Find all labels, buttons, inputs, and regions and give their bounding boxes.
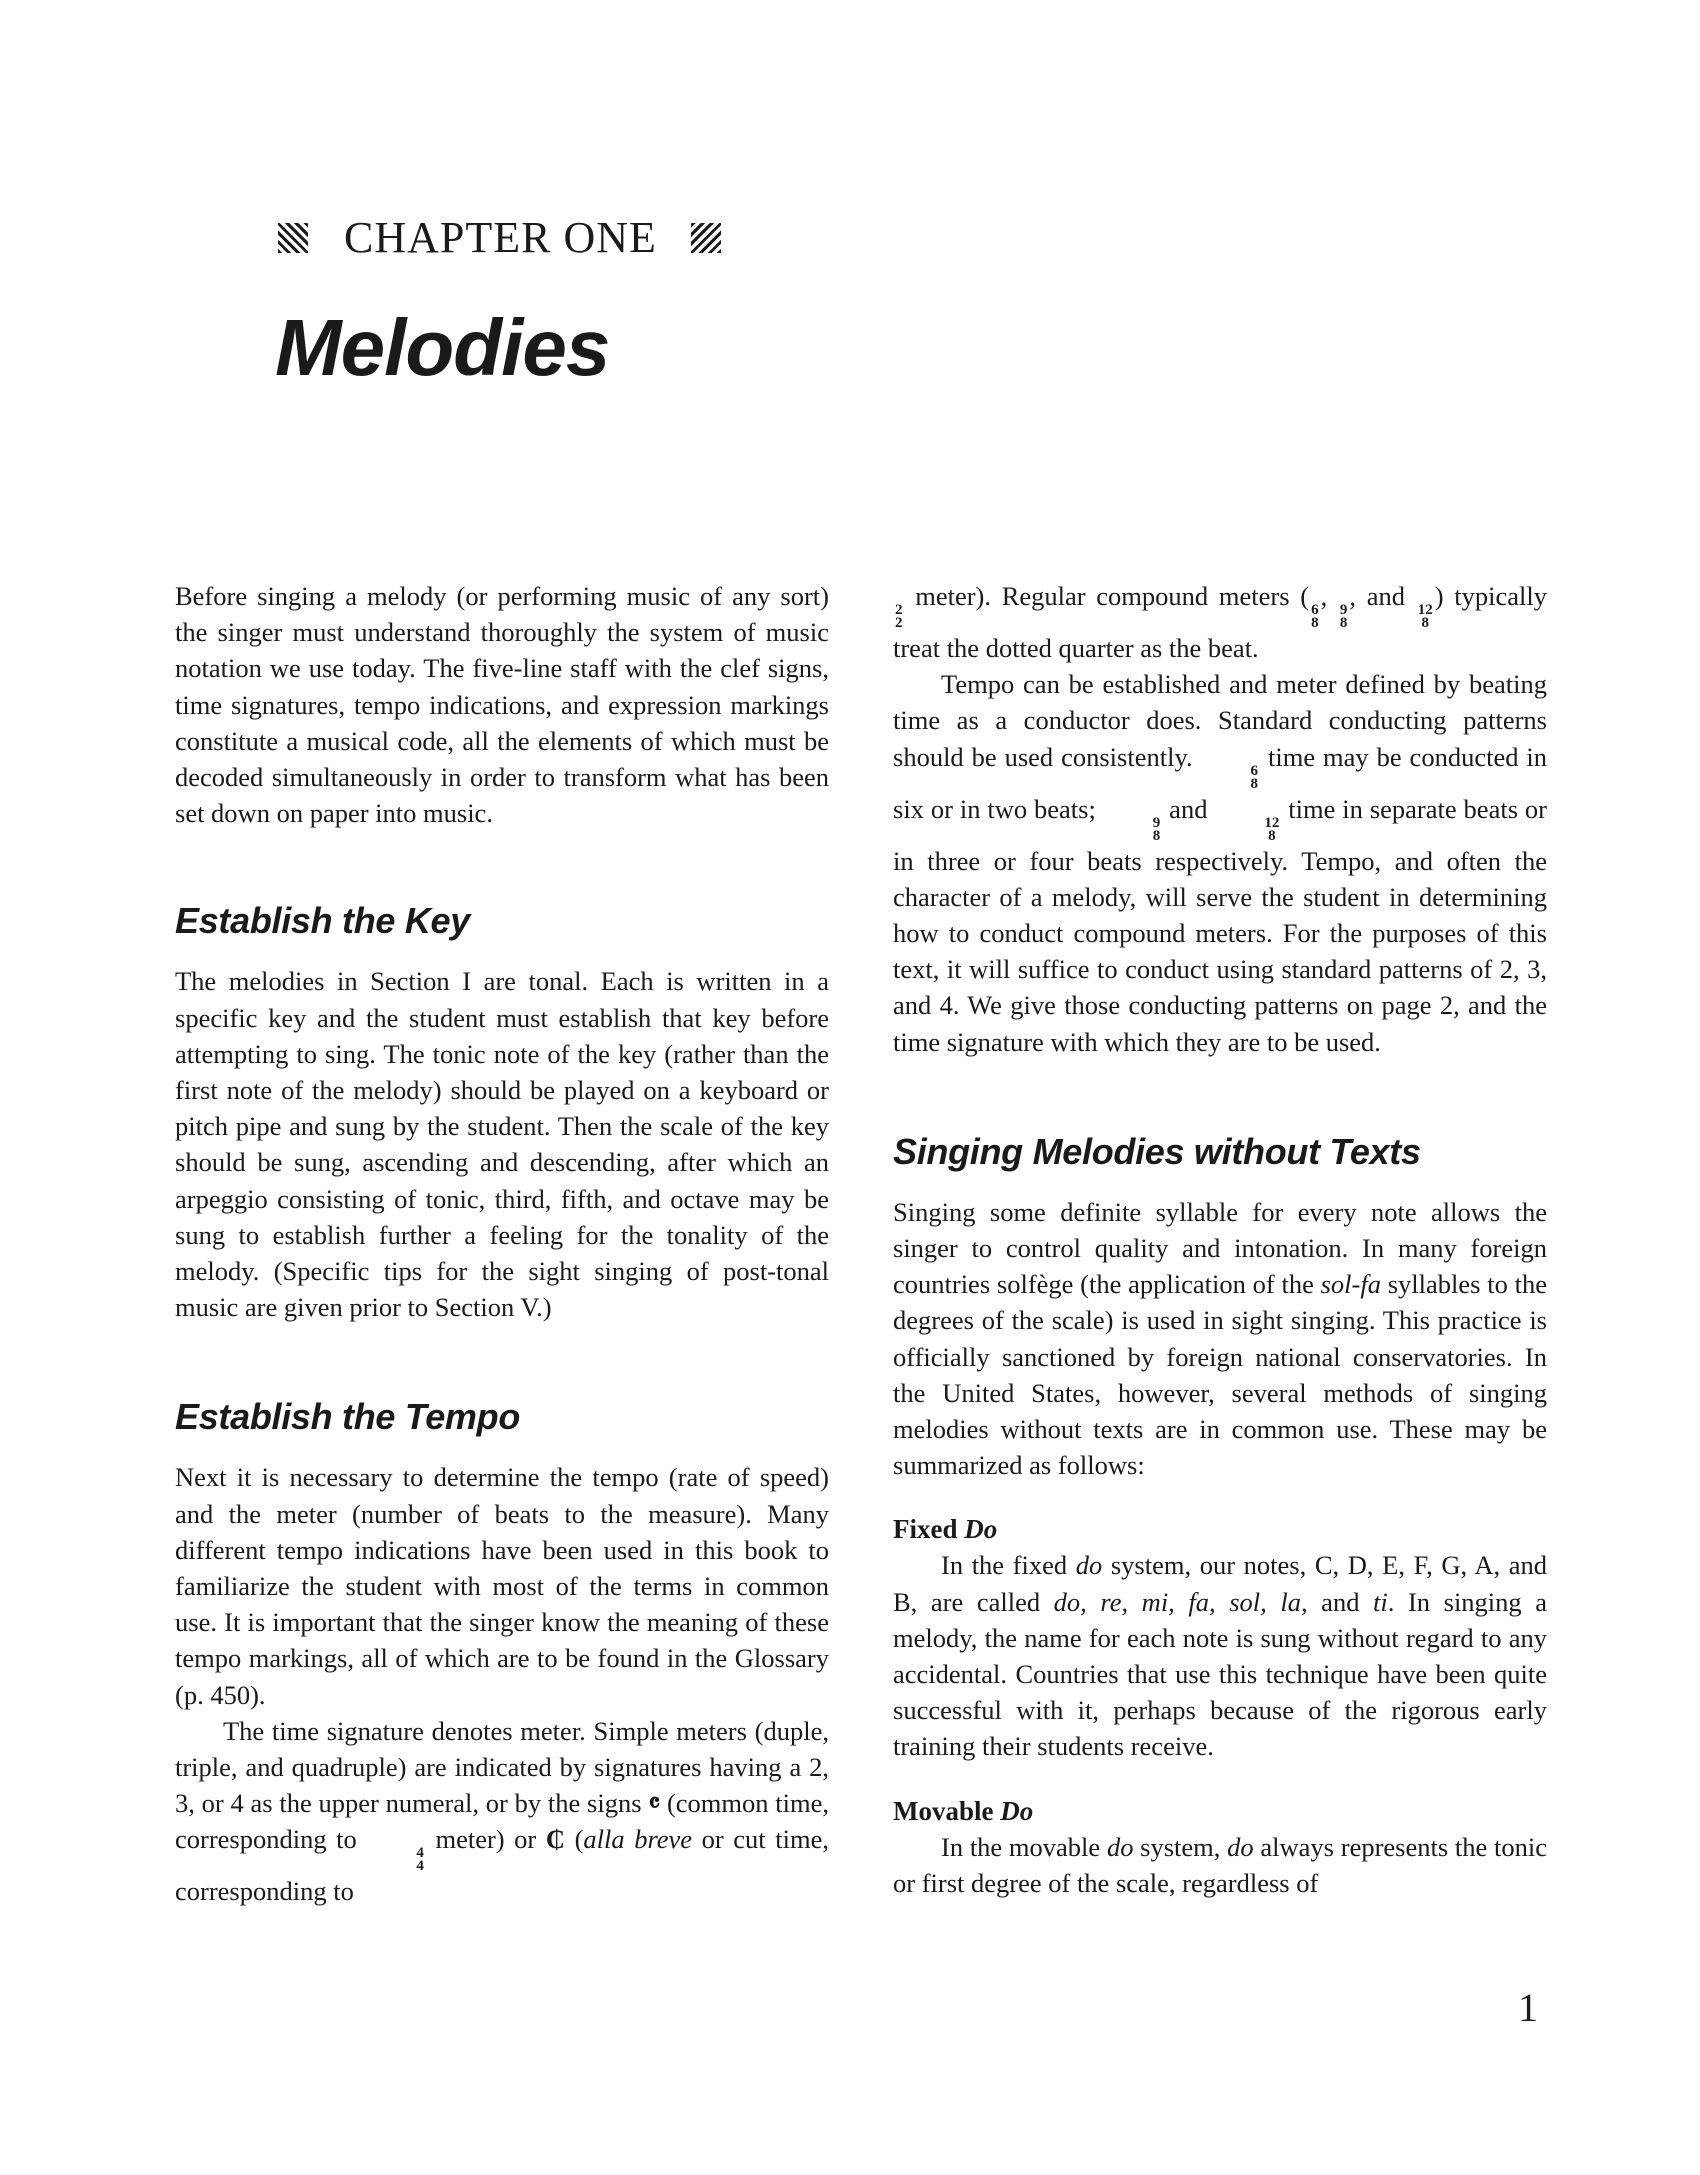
meter-continuation-paragraph: 2 2 meter). Regular compound meters ( 6 8 , 9 8 , and 12 8 ) typically treat the dotted quarter as the beat. [893, 581, 1548, 663]
right-column [893, 578, 1547, 1901]
time-signature-4-4: 4 4 [416, 1845, 424, 1875]
chapter-title: Melodies [275, 303, 610, 392]
intro-paragraph: Before singing a melody (or performing music of any sort) the singer must understand thoroughly the system of music notation we use today. The five-line staff with the clef signs, time signatures, tempo indications, and expression markings constitute a musical code, all the elements of which must be decoded simultaneously in order to transform what has been set down on paper into music. [175, 581, 829, 829]
time-signature-6-8: 6 8 [1311, 602, 1319, 631]
subheading-fixed-do: Fixed Do [893, 1514, 998, 1545]
establish-tempo-paragraph-1: Next it is necessary to determine the tempo (rate of speed) and the meter (number of beats to the measure). Many different tempo indications have been used in this book to familiarize the student with most of the terms in common use. It is important that the singer know the meaning of these tempo markings, all of which are to be found in the Glossary (p. 450). [175, 1462, 829, 1710]
chapter-label-text: CHAPTER ONE [344, 213, 657, 262]
establish-tempo-paragraph-2: The time signature denotes meter. Simple meters (duple, triple, and quadruple) are indicated by signatures having a 2, 3, or 4 as the upper numeral, or by the signs 𝄴 (common time, corresponding to 4 4 meter) or ₵ (alla breve or cut time, corresponding to [175, 1715, 829, 1907]
establish-key-paragraph: The melodies in Section I are tonal. Each is written in a specific key and the student must establish that key before attempting to sing. The tonic note of the key (rather than the first note of the melody) should be played on a keyboard or pitch pipe and sung by the student. Then the scale of the key should be sung, ascending and descending, after which an arpeggio consisting of tonic, third, fifth, and octave may be sung to establish further a feeling for the tonality of the melody. (Specific tips for the sight singing of post-tonal music are given prior to Section V.) [175, 966, 829, 1323]
singing-melodies-paragraph: Singing some definite syllable for every note allows the singer to control quality and intonation. In many foreign countries solfège (the application of the sol-fa syllables to the degrees of the scale) is used in sight singing. This practice is officially sanctioned by foreign national conservatories. In the United States, however, several methods of singing melodies without texts are in common use. These may be summarized as follows: [893, 1196, 1547, 1481]
conducting-paragraph: Tempo can be established and meter defined by beating time as a conductor does. Standard conducting patterns should be used consistently. 6 8 time may be conducted in six or in two beats; 9 8 and 12 8 time in separate beats or in three or four beats respectively. Tempo, and often the character of a melody, will serve the student in determining how to conduct compound meters. For the purposes of this text, it will suffice to conduct using standard patterns of 2, 3, and 4. We give those conducting patterns on page 2, and the time signature with which they are to be used. [893, 669, 1548, 1057]
time-signature-12-8: 12 8 [1417, 602, 1433, 631]
page-number: 1 [1518, 1985, 1538, 2030]
time-signature-9-8: 9 8 [1152, 814, 1161, 844]
movable-do-paragraph: In the movable do system, do always represents the tonic or first degree of the scale, regardless of [893, 1831, 1548, 1898]
section-heading-singing-melodies: Singing Melodies without Texts [893, 1130, 1421, 1172]
subheading-movable-do: Movable Do [893, 1795, 1034, 1826]
section-heading-establish-tempo: Establish the Tempo [175, 1396, 521, 1438]
time-signature-12-8: 12 8 [1264, 814, 1280, 844]
time-signature-9-8: 9 8 [1339, 602, 1348, 631]
hatched-square-icon [691, 223, 721, 253]
section-heading-establish-key: Establish the Key [175, 900, 470, 942]
chapter-label [278, 212, 721, 263]
time-signature-6-8: 6 8 [1250, 762, 1259, 792]
sol-fa-term: sol-fa [1320, 1269, 1381, 1300]
hatched-square-icon [278, 223, 308, 253]
fixed-do-paragraph: In the fixed do system, our notes, C, D, E, F, G, A, and B, are called do, re, mi, fa, sol, la, and ti. In singing a melody, the name for each note is sung without regard to any accidental. Countries that use this technique have been quite successful with it, perhaps because of the rigorous early training their students receive. [893, 1550, 1548, 1762]
alla-breve-term: alla breve [583, 1824, 693, 1855]
time-signature-2-2: 2 2 [895, 602, 903, 631]
cut-time-icon: ₵ [545, 1824, 565, 1855]
left-column [175, 578, 829, 1910]
common-time-icon: 𝄴 [648, 1788, 661, 1819]
